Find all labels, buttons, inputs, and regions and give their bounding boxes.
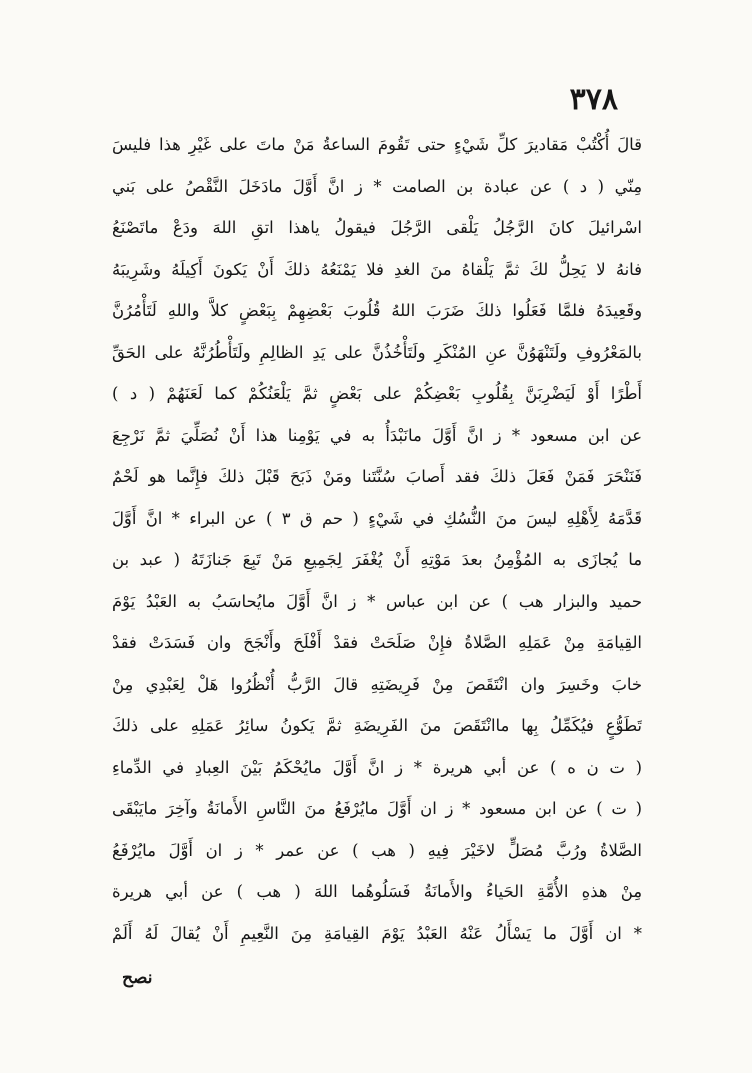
- text-line: خابَ وخَسِرَ وان انْتَقَصَ مِنْ فَرِيضَتِهِ قالَ الرَّبُّ أُنْظُرُوا هَلْ لِعَبْدِي مِنْ: [112, 674, 642, 694]
- catchword: نصح: [122, 968, 153, 988]
- text-line: ( ت ن ه ) عن أبي هريرة * ز انَّ أَوَّلَ مايُحْكَمُ بَيْنَ العِبادِ في الدِّماءِ: [112, 757, 642, 777]
- text-line: حميد والبزار هب ) عن ابن عباس * ز انَّ أَوَّلَ مايُحاسَبُ به العَبْدُ يَوْمَ: [112, 591, 642, 611]
- text-line: القِيامَةِ مِنْ عَمَلِهِ الصَّلاةُ فإِنْ صَلَحَتْ فقدْ أَفْلَحَ وأَنْجَحَ وان فَسَدَتْ فقدْ: [112, 633, 642, 652]
- text-line: قَدَّمَهُ لِأَهْلِهِ ليسَ منَ النُّسُكِ في شَيْءٍ ( حم ق ٣ ) عن البراء * انَّ أَوَّلَ: [112, 508, 642, 528]
- text-line: فَنَنْحَرَ فَمَنْ فَعَلَ ذلكَ فقد أَصابَ سُنَّتَنا ومَنْ ذَبَحَ قَبْلَ ذلكَ فإِنَّما هو لَحْمٌ: [112, 467, 642, 486]
- text-line: أَطْرًا أَوْ لَيَضْرِبَنَّ بِقُلُوبِ بَعْضِكُمْ على بَعْضٍ ثمَّ يَلْعَنُكُمْ كما لَعَنَهُمْ ( د ): [112, 384, 642, 403]
- text-line: * ان أَوَّلَ ما يَسْأَلُ عَنْهُ العَبْدُ يَوْمَ القِيامَةِ مِنَ النَّعِيمِ أَنْ يُقالَ لَهُ أَلَمْ: [112, 923, 642, 943]
- text-line: مِنْ هذهِ الأُمَّةِ الحَياءُ والأَمانَةُ فَسَلُوهُما اللهَ ( هب ) عن أبي هريرة: [112, 882, 642, 901]
- text-line: مِنّي ( د ) عن عبادة بن الصامت * ز انَّ أَوَّلَ مادَخَلَ النَّقْصُ على بَني: [112, 176, 642, 196]
- text-line: عن ابن مسعود * ز انَّ أَوَّلَ مانَبْدَأُ به في يَوْمِنا هذا أَنْ نُصَلِّيَ ثمَّ نَرْجِعَ: [112, 425, 642, 445]
- text-line: وقَعِيدَهُ فلمَّا فَعَلُوا ذلكَ ضَرَبَ اللهُ قُلُوبَ بَعْضِهِمْ بِبَعْضٍ كلاَّ واللهِ لَتَأْمُرُنَّ: [112, 301, 642, 320]
- text-line: الصَّلاةُ ورُبَّ مُصَلٍّ لاخَيْرَ فِيهِ ( هب ) عن عمر * ز ان أَوَّلَ مايُرْفَعُ: [112, 840, 642, 860]
- text-line: اسْرائيلَ كانَ الرَّجُلُ يَلْقى الرَّجُلَ فيقولُ ياهذا اتقِ اللهَ ودَعْ ماتَصْنَعُ: [112, 218, 642, 237]
- text-line: قالَ أُكْتُبْ مَقاديرَ كلِّ شَيْءٍ حتى تَقُومَ الساعةُ مَنْ ماتَ على غَيْرِ هذا فليسَ: [112, 135, 642, 154]
- text-line: ما يُجازَى به المُؤْمِنُ بعدَ مَوْتِهِ أَنْ يُغْفَرَ لِجَمِيعِ مَنْ تَبِعَ جَنازَتَهُ ( عبد بن: [112, 550, 642, 569]
- text-line: فانهُ لا يَحِلُّ لكَ ثمَّ يَلْقاهُ منَ الغدِ فلا يَمْنَعُهُ ذلكَ أَنْ يَكونَ أَكِيلَهُ وشَرِيبَهُ: [112, 259, 642, 279]
- text-line: بالمَعْرُوفِ ولَتَنْهَوُنَّ عنِ المُنْكَرِ ولَتَأْخُذُنَّ على يَدِ الظالِمِ ولَتَأْطُرُنَّهُ على الحَقِّ: [112, 342, 642, 362]
- text-block: [112, 124, 642, 954]
- page-number: ٣٧٨: [569, 82, 618, 117]
- text-line: تَطَوُّعٍ فيُكَمِّلُ بِها ماانْتَقَصَ منَ الفَرِيضَةِ ثمَّ يَكونُ سائِرُ عَمَلِهِ على ذلكَ: [112, 716, 642, 735]
- text-line: ( ت ) عن ابن مسعود * ز ان أَوَّلَ مايُرْفَعُ منَ النَّاسِ الأَمانَةُ وآخِرَ مايَبْقَى: [112, 799, 642, 818]
